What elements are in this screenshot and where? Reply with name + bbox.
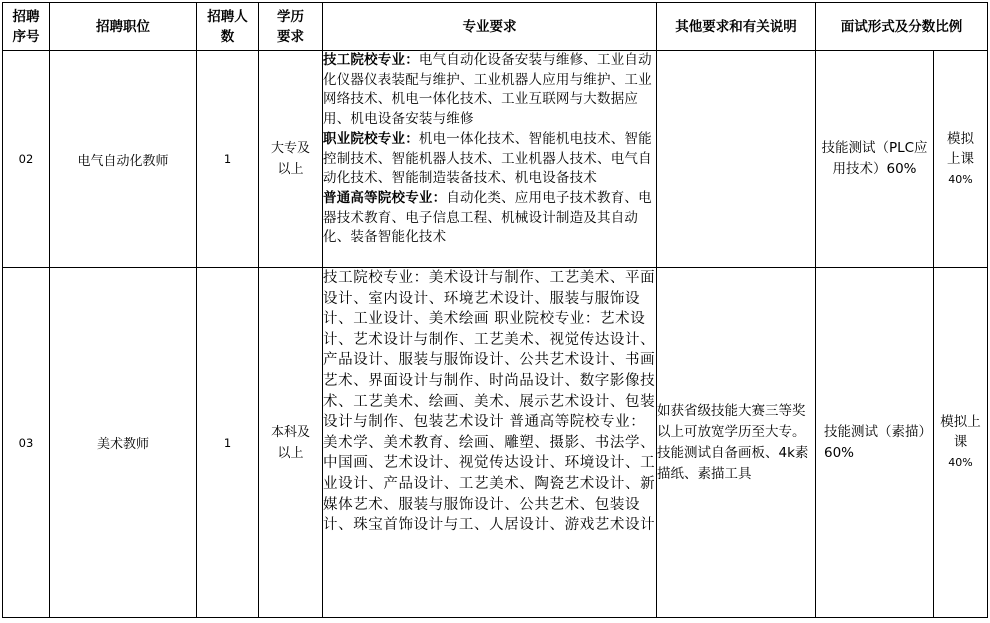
header-position: 招聘职位 bbox=[50, 3, 197, 51]
row-other: 如获省级技能大赛三等奖以上可放宽学历至大专。技能测试自备画板、4k素描纸、素描工具 bbox=[657, 268, 816, 618]
row-education: 大专及以上 bbox=[259, 51, 323, 268]
row-seq: 03 bbox=[3, 268, 50, 618]
ratio-percent: 40% bbox=[948, 172, 973, 186]
row-major: 技工院校专业：美术设计与制作、工艺美术、平面设计、室内设计、环境艺术设计、服装与服饰设计、工业设计、美术绘画 职业院校专业：艺术设计、艺术设计与制作、工艺美术、视觉传达设计、产品设计、服装与服饰设计、公共艺术设计、书画艺术、界面设计与制作、时尚品设计、数字影像技术、工艺美术、绘画、美术、展示艺术设计、包装设计与制作、包装艺术设计 普通高等院校专业：美术学、美术教育、绘画、雕塑、摄影、书法学、中国画、艺术设计、视觉传达设计、环境设计、工业设计、产品设计、工艺美术、陶瓷艺术设计、新媒体艺术、服装与服饰设计、公共艺术、包装设计、珠宝首饰设计与工、人居设计、游戏艺术设计 bbox=[323, 268, 657, 618]
row-interview: 技能测试（素描）60% bbox=[816, 268, 934, 618]
major-label-vocational: 职业院校专业： bbox=[323, 130, 419, 147]
major-text-vocational: 机电一体化技术、智能机电技术、智能控制技术、智能机器人技术、工业机器人技术、电气自动化技术、智能制造装备技术、机电设备技术 bbox=[323, 130, 652, 187]
row-count: 1 bbox=[197, 51, 259, 268]
major-text-university: 自动化类、应用电子技术教育、电器技术教育、电子信息工程、机械设计制造及其自动化、装备智能化技术 bbox=[323, 189, 652, 246]
row-position: 美术教师 bbox=[50, 268, 197, 618]
row-ratio bbox=[934, 51, 988, 268]
header-interview: 面试形式及分数比例 bbox=[816, 3, 988, 51]
ratio-percent: 40% bbox=[948, 456, 973, 469]
table-row bbox=[3, 51, 988, 268]
row-other bbox=[657, 51, 816, 268]
ratio-text: 模拟上课 bbox=[947, 130, 974, 167]
table-header-row bbox=[3, 3, 988, 51]
recruitment-table bbox=[2, 2, 988, 618]
row-seq: 02 bbox=[3, 51, 50, 268]
header-seq: 招聘序号 bbox=[3, 3, 50, 51]
header-education: 学历要求 bbox=[259, 3, 323, 51]
header-major: 专业要求 bbox=[323, 3, 657, 51]
row-position: 电气自动化教师 bbox=[50, 51, 197, 268]
major-label-university: 普通高等院校专业： bbox=[323, 189, 447, 206]
row-count: 1 bbox=[197, 268, 259, 618]
row-education: 本科及以上 bbox=[259, 268, 323, 618]
row-interview: 技能测试（PLC应用技术）60% bbox=[816, 51, 934, 268]
major-text-technical: 电气自动化设备安装与维修、工业自动化仪器仪表装配与维护、工业机器人应用与维护、工业网络技术、机电一体化技术、工业互联网与大数据应用、机电设备安装与维修 bbox=[323, 52, 652, 128]
ratio-text: 模拟上课 bbox=[940, 414, 981, 450]
header-count: 招聘人数 bbox=[197, 3, 259, 51]
row-major bbox=[323, 51, 657, 268]
major-label-technical: 技工院校专业： bbox=[323, 52, 419, 68]
table-row bbox=[3, 268, 988, 618]
header-other: 其他要求和有关说明 bbox=[657, 3, 816, 51]
row-ratio bbox=[934, 268, 988, 618]
